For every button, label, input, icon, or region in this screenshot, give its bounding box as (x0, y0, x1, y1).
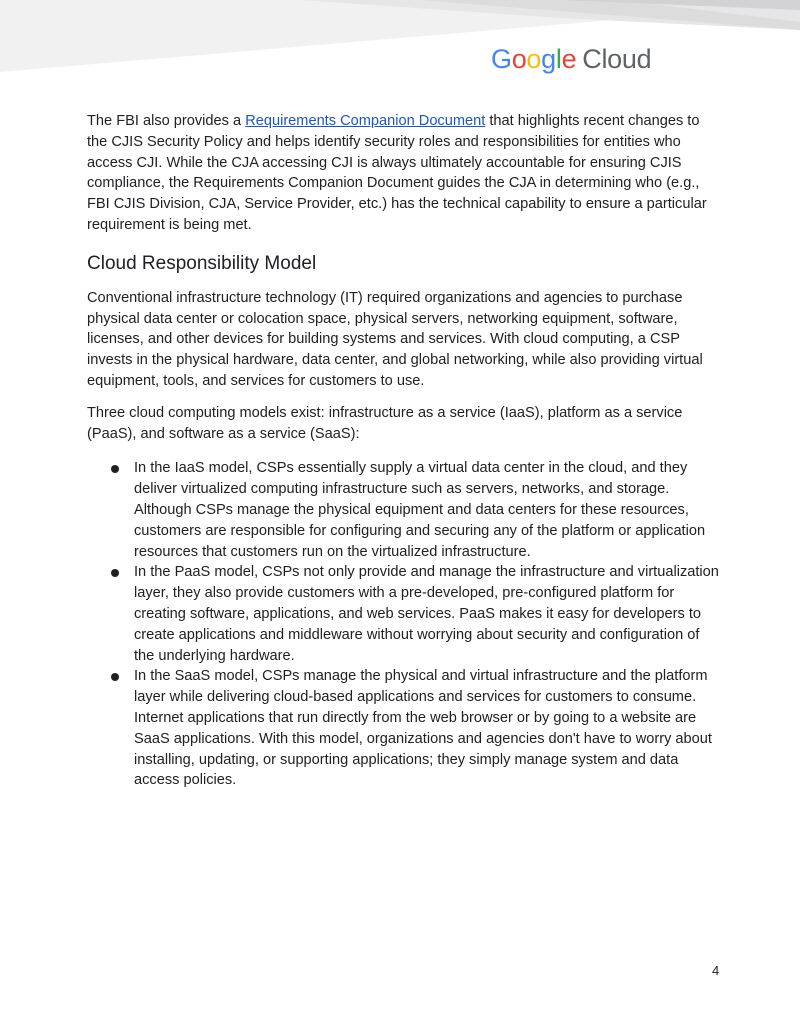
logo-letter: o (526, 44, 542, 74)
logo-letter: g (541, 44, 556, 74)
requirements-companion-link[interactable]: Requirements Companion Document (245, 113, 486, 129)
paragraph: Conventional infrastructure technology (IT) required organizations and agencies to purchase physical data center or colocation space, physical servers, networking equipment, software, licenses, and other devices for building systems and services. With cloud computing, a CSP invests in the physical hardware, data center, and global networking, while also providing virtual equipment, tools, and services for customers to use. (87, 289, 703, 389)
bullet-icon (111, 465, 119, 473)
list-item-text: In the SaaS model, CSPs manage the physical and virtual infrastructure and the platform layer while delivering cloud-based applications and services for customers to consume. Internet applications that run directly from the web browser or by going to a website are SaaS applications. With this model, organizations and agencies don't have to worry about installing, updating, or supporting applications; they simply manage system and data access policies. (134, 668, 712, 789)
bullet-icon (111, 569, 119, 577)
bullet-icon (111, 673, 119, 681)
page-number: 4 (712, 963, 720, 978)
list-item-text: In the IaaS model, CSPs essentially supply a virtual data center in the cloud, and they deliver virtualized computing infrastructure such as servers, networks, and storage. Although CSPs manage the physical equipment and data centers for these resources, customers are responsible for configuring and securing any of the platform or application resources that customers run on the virtualized infrastructure. (134, 460, 706, 560)
logo-letter: G (491, 44, 512, 74)
paragraph: Three cloud computing models exist: infrastructure as a service (IaaS), platform as a service (PaaS), and software as a service (SaaS): (87, 404, 683, 442)
logo-letter: e (561, 44, 577, 74)
intro-text-continued: that highlights recent changes to the CJIS Security Policy and helps identify security roles and responsibilities for entities who access CJI. While the CJA accessing CJI is always ultimately accountable for ensuring CJIS compliance, the Requirements Companion Document guides the CJA in determining who (e.g., FBI CJIS Division, CJA, Service Provider, etc.) has the technical capability to ensure a particular requirement is being met. (87, 113, 707, 233)
list-item-text: In the PaaS model, CSPs not only provide and manage the infrastructure and virtualization layer, they also provide customers with a pre-developed, pre-configured platform for creating software, applications, and web services. PaaS makes it easy for developers to create applications and middleware without worrying about security and configuration of the underlying hardware. (134, 564, 719, 664)
list-item (87, 458, 721, 562)
header-decoration (0, 0, 800, 120)
section-heading: Cloud Responsibility Model (87, 252, 317, 274)
list-item (87, 562, 721, 666)
intro-paragraph (87, 111, 721, 236)
intro-text: The FBI also provides a (87, 113, 246, 129)
document-body (87, 111, 721, 791)
service-model-list (87, 458, 721, 791)
logo-cloud-text: Cloud (582, 44, 652, 74)
list-item (87, 666, 721, 791)
logo-letter: o (511, 44, 527, 74)
logo-letter: l (555, 44, 562, 74)
google-cloud-logo (491, 44, 651, 75)
